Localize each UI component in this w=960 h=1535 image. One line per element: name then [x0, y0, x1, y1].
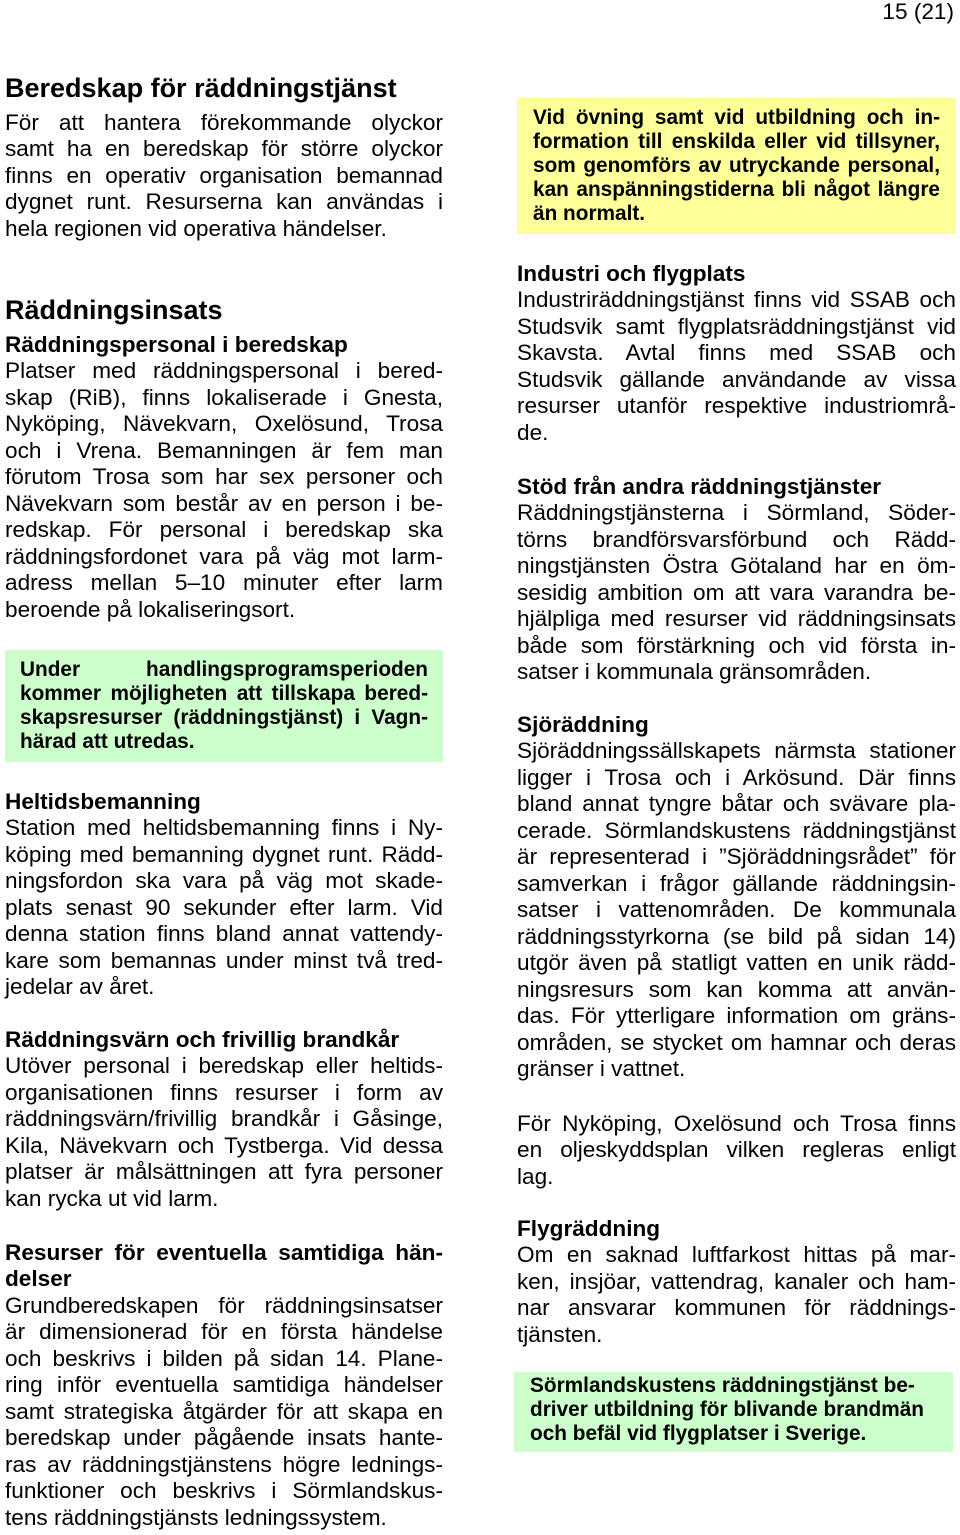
text-line: Grundberedskapen för räddningsinsatser — [5, 1292, 443, 1318]
heading-heltidsbemanning: Heltidsbemanning — [5, 788, 201, 814]
text-line: hjälpliga med resurser vid räddningsinsats — [517, 606, 956, 631]
heading-sjoraddning: Sjöräddning — [517, 711, 649, 737]
text-line: räddningsfordonet vara på väg mot larm- — [5, 543, 443, 569]
text-line: För Nyköping, Oxelösund och Trosa finns — [517, 1110, 956, 1136]
text-line: ring inför eventuella samtidiga händelser — [5, 1372, 443, 1397]
note-line: skapsresurser (räddningstjänst) i Vagn- — [20, 706, 428, 729]
section-heltidsbemanning — [5, 789, 443, 1001]
note-line: kommer möjligheten att tillskapa bered- — [20, 682, 428, 705]
text-line: Skavsta. Avtal finns med SSAB och — [517, 340, 956, 365]
section-flygraddning — [517, 1216, 956, 1349]
text-line: de. — [517, 419, 549, 445]
text-line: plats senast 90 sekunder efter larm. Vid — [5, 894, 443, 920]
text-line: dygnet runt. Resurserna kan användas i — [5, 189, 443, 214]
text-line: ningsfordon ska vara på väg mot skade- — [5, 868, 443, 893]
section-sjoraddning — [517, 712, 956, 1083]
text-line: utgör även på statligt vatten en unik rädd- — [517, 950, 956, 975]
heading-industri: Industri och flygplats — [517, 260, 746, 286]
text-line: Utöver personal i beredskap eller heltids- — [5, 1053, 443, 1078]
text-line: tens räddningstjänsts ledningssystem. — [5, 1504, 387, 1530]
section-stod — [517, 474, 956, 686]
heading-flygraddning: Flygräddning — [517, 1215, 661, 1241]
text-line: funktioner och beskrivs i Sörmlandskus- — [5, 1478, 443, 1503]
text-line: ningstjänsten Östra Götaland har en öm- — [517, 553, 956, 578]
heading-raddningsvarn: Räddningsvärn och frivillig brandkår — [5, 1026, 400, 1052]
text-line: sesidig ambition om att vara varandra be- — [517, 579, 956, 605]
text-line: cerade. Sörmlandskustens räddningstjänst — [517, 817, 956, 843]
note-line: som genomförs av utryckande personal, — [533, 154, 940, 177]
text-line: jedelar av året. — [5, 974, 155, 999]
text-line: kare som bemannas under minst två tred- — [5, 947, 443, 973]
section-raddningsvarn — [5, 1027, 443, 1213]
note-line: kan anspänningstiderna bli något längre — [533, 178, 940, 201]
note-line: än normalt. — [533, 202, 646, 225]
text-line: finns en operativ organisation bemannad — [5, 162, 443, 188]
text-line: samt ha en beredskap för större olyckor — [5, 136, 443, 161]
text-line: satser i kommunala gränsområden. — [517, 659, 872, 684]
text-line: både som förstärkning och vid första in- — [517, 632, 956, 658]
text-line: hela regionen vid operativa händelser. — [5, 215, 387, 241]
text-line: nar ansvarar kommunen för räddnings- — [517, 1295, 956, 1320]
note-line: härad att utredas. — [20, 730, 195, 753]
text-line: denna station finns bland annat vattendy- — [5, 921, 443, 946]
subheading-raddningspersonal: Räddningspersonal i beredskap — [5, 331, 348, 357]
text-line: och beskrivs i bilden på sidan 14. Plane- — [5, 1345, 443, 1371]
section-oljeskydd — [517, 1111, 956, 1191]
text-line: förutom Trosa som har sex personer och — [5, 464, 443, 489]
section-industri — [517, 261, 956, 447]
note-line: driver utbildning för blivande brandmän — [530, 1398, 925, 1421]
right-column — [517, 0, 956, 1535]
section-resurser — [5, 1240, 443, 1532]
text-line: ligger i Trosa och i Arkösund. Där finns — [517, 764, 956, 790]
text-line: ken, insjöar, vattendrag, kanaler och ham- — [517, 1268, 956, 1294]
text-line: satser i vattenområden. De kommunala — [517, 897, 956, 922]
note-box-flygplatsutbildning — [514, 1372, 953, 1452]
text-line: är dimensionerad för en första händelse — [5, 1319, 443, 1344]
note-line: Vid övning samt vid utbildning och in- — [533, 106, 940, 129]
text-line: områden, se stycket om hamnar och deras — [517, 1029, 956, 1055]
section-raddningsinsats — [5, 294, 443, 623]
heading-resurser: delser — [5, 1266, 72, 1291]
text-line: Om en saknad luftfarkost hittas på mar- — [517, 1242, 956, 1267]
text-line: är representerad i ”Sjöräddningsrådet” för — [517, 844, 956, 869]
text-line: redskap. För personal i beredskap ska — [5, 517, 443, 542]
text-line: Studsvik gällande användande av vissa — [517, 366, 956, 392]
note-box-vagnharad — [5, 650, 443, 762]
text-line: en oljeskyddsplan vilken regleras enligt — [517, 1137, 956, 1162]
text-line: räddningsvärn/frivillig brandkår i Gåsinge, — [5, 1106, 443, 1131]
text-line: Station med heltidsbemanning finns i Ny- — [5, 815, 443, 840]
note-line: Sörmlandskustens räddningstjänst be- — [530, 1374, 915, 1397]
text-line: platser är målsättningen att fyra personer — [5, 1159, 443, 1184]
text-line: skap (RiB), finns lokaliserade i Gnesta, — [5, 384, 443, 410]
text-line: kan rycka ut vid larm. — [5, 1185, 219, 1211]
heading-beredskap: Beredskap för räddningstjänst — [5, 73, 397, 103]
heading-stod: Stöd från andra räddningstjänster — [517, 473, 882, 499]
text-line: Studsvik samt flygplatsräddningstjänst vid — [517, 313, 956, 339]
text-line: Nyköping, Nävekvarn, Oxelösund, Trosa — [5, 411, 443, 436]
text-line: beroende på lokaliseringsort. — [5, 596, 296, 622]
text-line: ningsresurs som kan komma att använ- — [517, 976, 956, 1002]
section-beredskap — [5, 72, 443, 242]
text-line: Nävekvarn som består av en person i be- — [5, 490, 443, 516]
text-line: Kila, Nävekvarn och Tystberga. Vid dessa — [5, 1132, 443, 1158]
text-line: gränser i vattnet. — [517, 1056, 686, 1081]
text-line: tjänsten. — [517, 1321, 603, 1347]
text-line: lag. — [517, 1163, 554, 1189]
text-line: adress mellan 5–10 minuter efter larm — [5, 570, 443, 595]
text-line: ras av räddningstjänstens högre lednings- — [5, 1451, 443, 1477]
text-line: För att hantera förekommande olyckor — [5, 109, 443, 135]
text-line: Platser med räddningspersonal i bered- — [5, 358, 443, 383]
text-line: Industriräddningstjänst finns vid SSAB och — [517, 287, 956, 312]
heading-raddningsinsats: Räddningsinsats — [5, 295, 223, 325]
text-line: samverkan i frågor gällande räddningsin- — [517, 870, 956, 896]
note-line: och befäl vid flygplatser i Sverige. — [530, 1422, 867, 1445]
text-line: das. För ytterligare information om gräns- — [517, 1003, 956, 1028]
text-line: Sjöräddningssällskapets närmsta stationer — [517, 738, 956, 763]
text-line: köping med bemanning dygnet runt. Rädd- — [5, 841, 443, 867]
text-line: organisationen finns resurser i form av — [5, 1079, 443, 1105]
text-line: beredskap under pågående insats hante- — [5, 1425, 443, 1450]
left-column — [5, 0, 443, 1535]
text-line: räddningsstyrkorna (se bild på sidan 14) — [517, 923, 956, 949]
note-line: Under handlingsprogramsperioden — [20, 658, 428, 681]
text-line: resurser utanför respektive industriområ- — [517, 393, 956, 418]
heading-resurser: Resurser för eventuella samtidiga hän- — [5, 1239, 443, 1265]
page-number: 15 (21) — [882, 0, 954, 24]
text-line: samt strategiska åtgärder för att skapa en — [5, 1398, 443, 1424]
text-line: bland annat tyngre båtar och svävare pla- — [517, 791, 956, 816]
text-line: törns brandförsvarsförbund och Rädd- — [517, 526, 956, 552]
note-box-anspanningstider — [517, 98, 956, 234]
text-line: och i Vrena. Bemanningen är fem man — [5, 437, 443, 463]
text-line: Räddningstjänsterna i Sörmland, Söder- — [517, 500, 956, 525]
note-line: formation till enskilda eller vid tillsyner, — [533, 130, 940, 153]
